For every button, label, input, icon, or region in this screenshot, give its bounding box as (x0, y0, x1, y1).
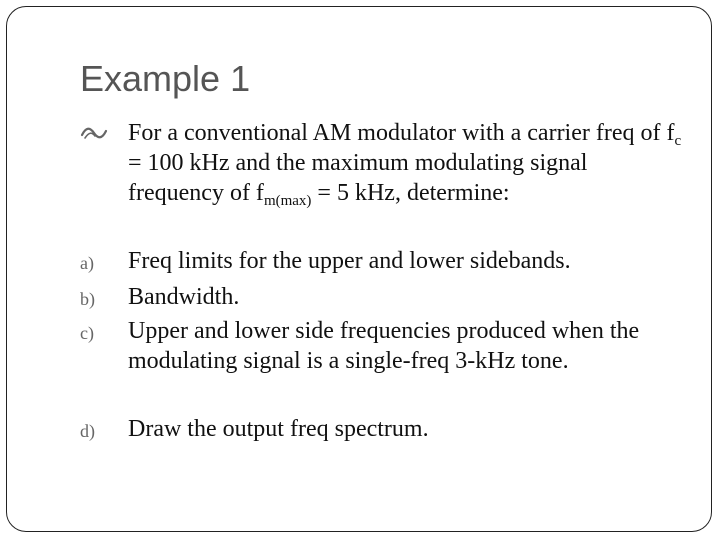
wave-bullet-icon (80, 124, 110, 142)
intro-lead: For a conventional AM modulator with a carrier freq of f (128, 120, 675, 146)
list-marker: a) (80, 253, 94, 273)
intro-text (128, 118, 688, 208)
list-item-text: Freq limits for the upper and lower sidebands. (128, 248, 571, 274)
list-marker: c) (80, 323, 94, 343)
list-marker: b) (80, 289, 95, 309)
carrier-subscript: c (674, 133, 682, 149)
max-freq-value: = 5 kHz, determine: (311, 180, 510, 206)
slide-title: Example 1 (80, 58, 251, 99)
list-item-d (80, 414, 680, 446)
max-freq-subscript: m(max) (263, 193, 312, 209)
list-item-text: Bandwidth. (128, 284, 240, 310)
carrier-value: = 100 kHz and the maximum modulating signal frequency of f (128, 150, 588, 206)
list-item-text: Upper and lower side frequencies produced when the modulating signal is a single-freq 3-kHz tone. (128, 318, 640, 374)
list-item-c (80, 316, 680, 408)
list-item-b (80, 282, 680, 314)
list-marker: d) (80, 421, 95, 441)
intro-bullet (80, 118, 680, 238)
list-item-text: Draw the output freq spectrum. (128, 416, 429, 442)
list-item-a (80, 246, 680, 278)
